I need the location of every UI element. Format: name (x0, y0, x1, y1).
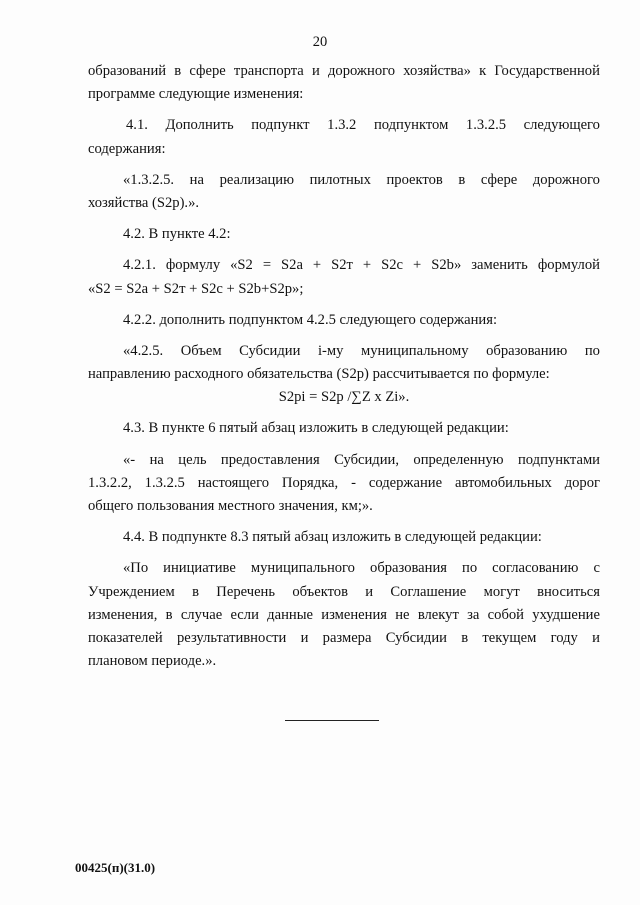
word: дорог (564, 474, 600, 491)
word: показателей (88, 629, 163, 646)
text-line: «S2 = S2a + S2т + S2c + S2b+S2р»; (88, 280, 304, 297)
word: «- (123, 451, 136, 468)
word: изменения, (88, 606, 158, 623)
word: на (189, 171, 204, 188)
word: изменения (321, 606, 387, 623)
text-line: программе следующие изменения: (88, 86, 304, 103)
word: содержание (368, 474, 443, 491)
formula-line: S2рi = S2р /∑Z x Zi». (278, 389, 410, 406)
word: заменить (471, 257, 528, 274)
word: Дополнить (165, 117, 234, 134)
word: собой (487, 606, 524, 623)
word: формулой (537, 257, 600, 274)
text-line: 4.2. В пункте 4.2: (123, 226, 231, 243)
word: согласованию (492, 560, 579, 577)
text-line (88, 60, 600, 83)
word: могут (483, 583, 520, 600)
text-line (88, 581, 600, 604)
word: «1.3.2.5. (123, 171, 175, 188)
word: не (395, 606, 410, 623)
word: 1.3.2.2, (88, 474, 132, 491)
word: Порядка, (281, 474, 339, 491)
word: данные (267, 606, 313, 623)
word: Учреждением (88, 583, 175, 600)
word: подпунктом (373, 117, 449, 134)
word: следующего (523, 117, 600, 134)
word: к (479, 63, 487, 79)
word: образования (370, 560, 447, 577)
text-line: хозяйства (S2р).». (88, 194, 200, 211)
word: 4.1. (126, 117, 148, 134)
word: на (149, 451, 164, 468)
word: и (365, 583, 374, 600)
word: Субсидии, (334, 451, 399, 468)
text-line (88, 557, 600, 580)
word: и (311, 63, 320, 79)
word: предоставления (220, 451, 320, 468)
word: влекут (417, 606, 459, 623)
word: Объем (180, 342, 222, 359)
word: результативности (177, 629, 287, 646)
document-body (88, 60, 600, 673)
word: Государственной (494, 63, 600, 79)
word: ухудшение (532, 606, 600, 623)
word: 1.3.2.5 (465, 117, 507, 134)
word: сфере (480, 171, 518, 188)
text-line (88, 340, 600, 363)
word: текущем (482, 629, 537, 646)
text-line: 4.4. В подпункте 8.3 пятый абзац изложить в следующей редакции: (123, 529, 542, 546)
word: сфере (189, 63, 226, 79)
word: Перечень (216, 583, 276, 600)
word: - (351, 474, 356, 491)
word: в (192, 583, 199, 600)
word: формулу (165, 257, 221, 274)
end-rule (285, 720, 379, 721)
text-line (88, 449, 600, 472)
text-line: 4.2.2. дополнить подпунктом 4.2.5 следующего содержания: (123, 311, 498, 328)
word: за (467, 606, 480, 623)
word: S2a (281, 257, 303, 274)
word: i-му (317, 342, 344, 359)
word: по (462, 560, 478, 577)
page-number: 20 (312, 34, 328, 50)
text-line: общего пользования местного значения, км;». (88, 498, 373, 514)
text-line (88, 627, 600, 650)
word: S2b» (431, 257, 462, 274)
word: «По (123, 560, 149, 577)
word: = (262, 257, 272, 274)
word: и (592, 629, 600, 646)
word: в (165, 606, 173, 623)
word: в (458, 171, 466, 188)
word: объектов (292, 583, 348, 600)
word: автомобильных (454, 474, 552, 491)
text-line: направлению расходного обязательства (S2р) рассчитывается по формуле: (88, 366, 550, 383)
word: + (413, 257, 422, 274)
word: образованию (486, 342, 568, 359)
text-line: 4.3. В пункте 6 пятый абзац изложить в следующей редакции: (123, 420, 509, 437)
word: 1.3.2.5 (144, 474, 185, 491)
word: пилотных (309, 171, 371, 188)
word: и (300, 629, 309, 646)
document-code: 00425(п)(31.0) (75, 860, 156, 875)
word: «4.2.5. (123, 342, 164, 359)
word: Соглашение (390, 583, 467, 600)
word: случае (180, 606, 223, 623)
word: Субсидии (385, 629, 447, 646)
word: транспорта (233, 63, 304, 79)
word: реализацию (219, 171, 294, 188)
word: дорожного (327, 63, 396, 79)
word: Субсидии (239, 342, 301, 359)
word: с (593, 560, 600, 577)
word: + (362, 257, 372, 274)
word: году (550, 629, 578, 646)
text-line (88, 472, 600, 495)
word: определенную (413, 451, 504, 468)
word: проектов (386, 171, 443, 188)
word: 1.3.2 (327, 117, 357, 134)
word: вноситься (537, 583, 600, 600)
word: цель (178, 451, 207, 468)
word: в (174, 63, 182, 79)
word: подпунктами (517, 451, 600, 468)
word: если (230, 606, 259, 623)
word: S2т (331, 257, 353, 274)
word: муниципального (250, 560, 355, 577)
word: муниципальному (361, 342, 469, 359)
word: хозяйства» (403, 63, 471, 79)
text-line (88, 604, 600, 627)
word: 4.2.1. (123, 257, 156, 274)
word: в (461, 629, 469, 646)
word: дорожного (532, 171, 600, 188)
text-line: содержания: (88, 140, 166, 157)
word: образований (88, 63, 167, 79)
word: S2c (381, 257, 404, 274)
word: размера (322, 629, 372, 646)
word: + (312, 257, 322, 274)
word: инициативе (163, 560, 236, 577)
text-line: плановом периоде.». (88, 653, 217, 670)
text-line (88, 254, 600, 277)
text-line (88, 169, 600, 192)
word: по (584, 342, 600, 359)
text-line (88, 114, 600, 137)
word: настоящего (197, 474, 270, 491)
word: подпункт (251, 117, 310, 134)
word: «S2 (230, 257, 253, 274)
